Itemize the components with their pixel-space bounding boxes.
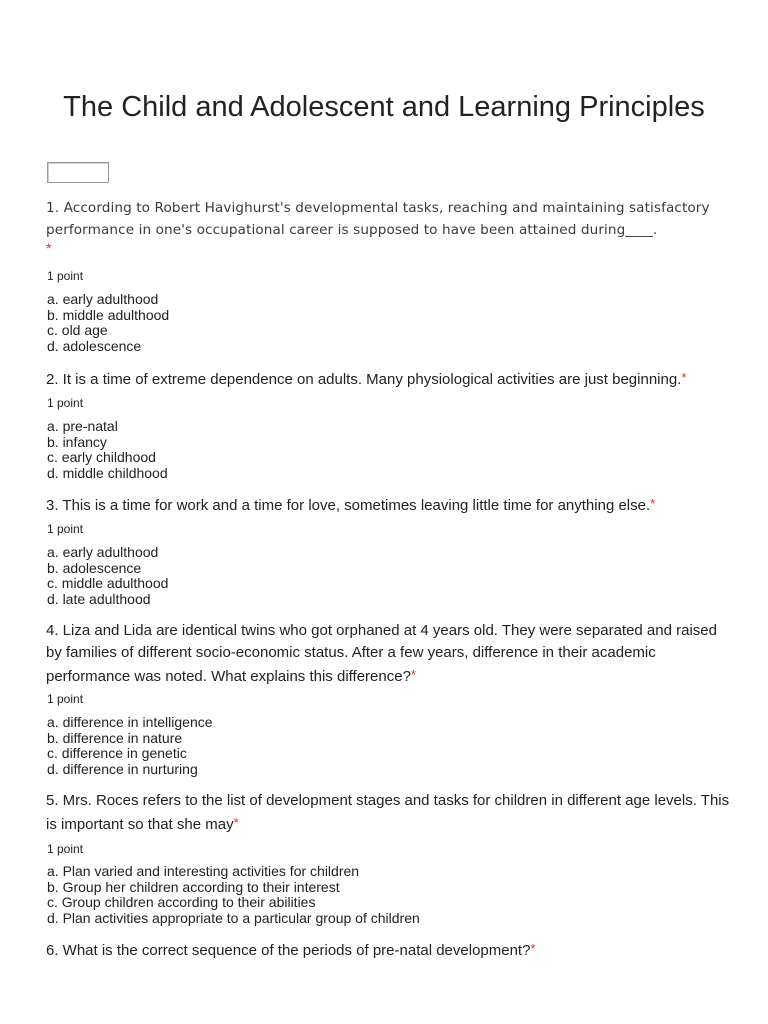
option: c. difference in genetic	[47, 745, 187, 762]
question-5	[46, 790, 736, 836]
option: a. difference in intelligence	[47, 714, 213, 730]
name-input-box[interactable]	[47, 162, 109, 183]
option: a. Plan varied and interesting activities for children	[47, 863, 360, 879]
question-5-text: 5. Mrs. Roces refers to the list of development stages and tasks for children in different age levels. This is important so that she may	[46, 792, 730, 833]
question-2-text: 2. It is a time of extreme dependence on adults. Many physiological activities are just beginning.	[46, 371, 682, 388]
question-1-points: 1 point	[47, 269, 84, 283]
question-4-points: 1 point	[47, 692, 84, 706]
required-marker: *	[650, 496, 656, 511]
question-5-points: 1 point	[47, 842, 84, 856]
option: d. middle childhood	[47, 464, 168, 481]
question-3	[46, 493, 736, 517]
required-marker: *	[681, 370, 687, 385]
question-4	[46, 620, 736, 688]
option: b. Group her children according to their interest	[47, 878, 340, 895]
question-2	[46, 367, 736, 391]
question-6-text: 6. What is the correct sequence of the periods of pre-natal development?	[46, 942, 531, 959]
option: c. middle adulthood	[47, 575, 169, 592]
question-5-options	[47, 864, 420, 926]
option: d. late adulthood	[47, 590, 151, 607]
question-3-options	[47, 545, 168, 607]
option: b. adolescence	[47, 559, 142, 576]
question-2-options	[47, 419, 168, 481]
question-2-points: 1 point	[47, 396, 84, 410]
option: c. Group children according to their abilities	[47, 894, 316, 911]
option: b. difference in nature	[47, 729, 183, 746]
option: d. adolescence	[47, 337, 142, 354]
option: d. difference in nurturing	[47, 760, 198, 777]
option: c. early childhood	[47, 449, 156, 466]
question-3-text: 3. This is a time for work and a time for love, sometimes leaving little time for anything else.	[46, 497, 651, 514]
required-marker: *	[46, 240, 52, 256]
required-marker: *	[410, 667, 416, 682]
option: a. early adulthood	[47, 544, 159, 560]
question-4-options	[47, 715, 213, 777]
option: b. middle adulthood	[47, 306, 170, 323]
option: c. old age	[47, 322, 108, 339]
question-6	[46, 938, 736, 962]
question-4-text: 4. Liza and Lida are identical twins who got orphaned at 4 years old. They were separated and raised by families of different socio-economic status. After a few years, difference in their academic performance was noted. What explains this difference?	[46, 622, 717, 685]
option: d. Plan activities appropriate to a particular group of children	[47, 909, 420, 926]
question-3-points: 1 point	[47, 522, 84, 536]
required-marker: *	[233, 815, 239, 830]
question-1-text: 1. According to Robert Havighurst's developmental tasks, reaching and maintaining satisfactory performance in one's occupational career is supposed to have been attained during____.	[46, 200, 710, 238]
required-marker: *	[530, 941, 536, 956]
option: a. pre-natal	[47, 418, 118, 434]
form-title: The Child and Adolescent and Learning Principles	[63, 91, 705, 123]
option: b. infancy	[47, 433, 107, 450]
option: a. early adulthood	[47, 291, 159, 307]
question-1-options	[47, 292, 169, 354]
